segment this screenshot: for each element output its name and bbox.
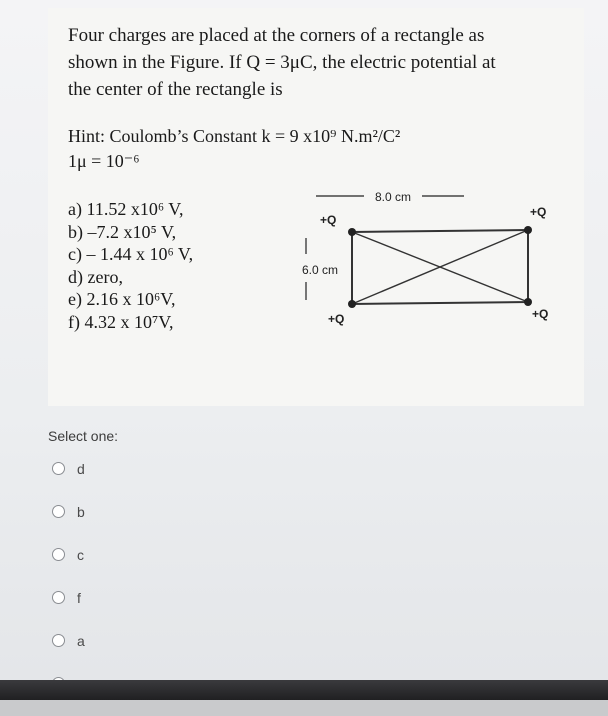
height-label: 6.0 cm xyxy=(301,263,339,277)
option-e: e) 2.16 x 10⁶V, xyxy=(68,289,176,309)
option-list xyxy=(68,198,193,333)
answer-choice-label[interactable]: d xyxy=(77,460,85,477)
answer-choice-f[interactable] xyxy=(48,587,118,608)
radio-button[interactable] xyxy=(52,591,65,604)
radio-button[interactable] xyxy=(52,634,65,647)
radio-button[interactable] xyxy=(52,505,65,518)
option-f: f) 4.32 x 10⁷V, xyxy=(68,311,174,332)
hint-coulomb-constant: Hint: Coulomb’s Constant k = 9 x10⁹ N.m²/C² xyxy=(68,126,401,146)
charge-top-right-label: +Q xyxy=(530,205,547,219)
charge-top-left xyxy=(348,228,356,236)
option-d: d) zero, xyxy=(68,266,123,287)
radio-button[interactable] xyxy=(52,548,65,561)
rectangle-figure xyxy=(242,180,562,330)
radio-button[interactable] xyxy=(52,462,65,475)
hint-micro-prefix: 1μ = 10⁻⁶ xyxy=(68,151,140,171)
option-c: c) – 1.44 x 10⁶ V, xyxy=(68,244,194,264)
question-image xyxy=(48,8,584,406)
width-label: 8.0 cm xyxy=(374,190,412,204)
select-one-label: Select one: xyxy=(48,428,119,444)
charge-bottom-right-label: +Q xyxy=(532,307,549,321)
option-a: a) 11.52 x10⁶ V, xyxy=(68,199,184,219)
charge-top-right xyxy=(524,226,532,234)
answer-choice-d[interactable] xyxy=(48,458,118,479)
question-line-3: the center of the rectangle is xyxy=(68,79,283,100)
answer-choice-b[interactable] xyxy=(48,501,118,522)
diagonal-2 xyxy=(352,230,528,304)
charge-top-left-label: +Q xyxy=(320,213,337,227)
answer-choice-a[interactable] xyxy=(48,630,118,651)
answer-choice-label[interactable]: a xyxy=(77,632,85,649)
question-line-2: shown in the Figure. If Q = 3μC, the electric potential at xyxy=(68,52,496,73)
answer-choice-label[interactable]: f xyxy=(77,589,81,606)
charge-bottom-left-label: +Q xyxy=(328,312,345,326)
option-b: b) –7.2 x10⁵ V, xyxy=(68,221,177,242)
charge-bottom-left xyxy=(348,300,356,308)
answer-choice-label[interactable]: b xyxy=(77,503,85,520)
answer-area xyxy=(48,428,118,716)
monitor-bezel xyxy=(0,680,608,700)
charge-bottom-right xyxy=(524,298,532,306)
hint xyxy=(68,124,400,174)
question-text xyxy=(68,22,568,103)
question-line-1: Four charges are placed at the corners of a rectangle as xyxy=(68,25,485,46)
answer-choice-label[interactable]: c xyxy=(77,546,84,563)
answer-choice-c[interactable] xyxy=(48,544,118,565)
